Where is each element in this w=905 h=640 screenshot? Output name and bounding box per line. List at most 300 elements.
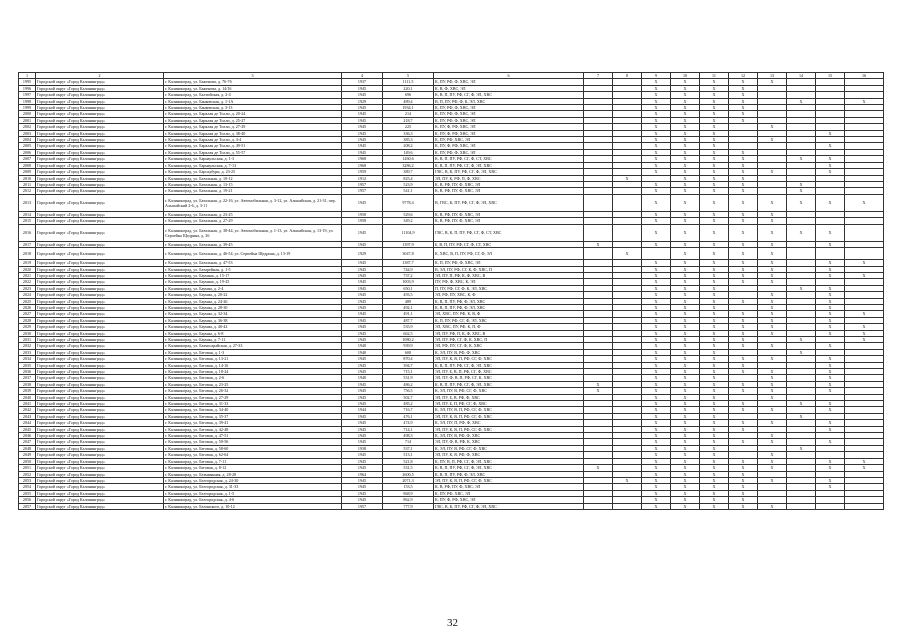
mark-cell-col-11: Х <box>700 445 729 451</box>
cell-work: К, В, П, ПУ, РФ, Ф, ЭЛ, ХВС <box>434 298 584 304</box>
mark-cell-col-10: Х <box>671 343 700 349</box>
cell-work: ЭЛ, ПУ, К, В, П, РФ, СГ, Ф, ХВС <box>434 413 584 419</box>
cell-area: 870,4 <box>383 356 434 362</box>
cell-n: 2037 <box>19 375 36 381</box>
mark-cell-col-11: Х <box>700 311 729 317</box>
mark-cell-col-15: Х <box>816 401 845 407</box>
cell-year: 1944 <box>342 407 383 413</box>
cell-org: Городской округ «Город Калининград» <box>36 188 164 194</box>
mark-cell-col-9: Х <box>642 388 671 394</box>
mark-cell-col-11: Х <box>700 224 729 241</box>
mark-cell-col-11: Х <box>700 181 729 187</box>
mark-cell-col-10: Х <box>671 194 700 211</box>
cell-year: 1945 <box>342 490 383 496</box>
cell-addr: г. Калининград, ул. Барклая де Толли, д. 27-29 <box>164 124 342 130</box>
cell-org: Городской округ «Город Калининград» <box>36 465 164 471</box>
cell-work: К, ЭЛ, ПУ, В, РФ, Ф, ХВС <box>434 349 584 355</box>
cell-area: 149,6 <box>383 149 434 155</box>
cell-year: 1945 <box>342 143 383 149</box>
cell-addr: г. Калининград, ул. Баумана, д. 19-25 <box>164 279 342 285</box>
cell-work: ЭЛ, РФ, ПУ, ХВС, К, Ф <box>434 292 584 298</box>
cell-area: 218,7 <box>383 117 434 123</box>
cell-work: ЭЛ, ПУ, К, В, П, РФ, СГ, Ф, ХВС <box>434 426 584 432</box>
mark-cell-col-7 <box>584 248 613 260</box>
mark-cell-col-12: Х <box>729 401 758 407</box>
mark-cell-col-12: Х <box>729 369 758 375</box>
mark-cell-col-12: Х <box>729 105 758 111</box>
cell-org: Городской округ «Город Калининград» <box>36 92 164 98</box>
page-number: 32 <box>447 617 458 629</box>
cell-work: К, В, Ф, ХВС, ЭЛ <box>434 85 584 91</box>
cell-year: 1929 <box>342 248 383 260</box>
cell-year: 1959 <box>342 169 383 175</box>
mark-cell-col-10: Х <box>671 407 700 413</box>
cell-area: 1080,2 <box>383 336 434 342</box>
mark-cell-col-10: Х <box>671 211 700 217</box>
cell-area: 492,1 <box>383 304 434 310</box>
cell-n: 2033 <box>19 349 36 355</box>
cell-org: Городской округ «Город Калининград» <box>36 452 164 458</box>
mark-cell-col-9: Х <box>642 317 671 323</box>
mark-cell-col-10: Х <box>671 175 700 181</box>
cell-area: 1397,9 <box>383 241 434 247</box>
mark-cell-col-9: Х <box>642 260 671 266</box>
mark-cell-col-13: Х <box>758 343 787 349</box>
cell-year: 1945 <box>342 279 383 285</box>
mark-cell-col-14: Х <box>787 194 816 211</box>
cell-area: 489,4 <box>383 98 434 104</box>
cell-work: К, В, П, ПУ, РФ, СГ, Ф, ЭЛ, ХВС <box>434 465 584 471</box>
mark-cell-col-12: Х <box>729 336 758 342</box>
mark-cell-col-11: Х <box>700 169 729 175</box>
cell-area: 394,7 <box>383 362 434 368</box>
cell-n: 2026 <box>19 304 36 310</box>
mark-cell-col-9: Х <box>642 445 671 451</box>
cell-addr: г. Калининград, ул. Баумана, д. 15-17 <box>164 272 342 278</box>
cell-year: 1968 <box>342 162 383 168</box>
mark-cell-col-11: Х <box>700 336 729 342</box>
mark-cell-col-9: Х <box>642 330 671 336</box>
mark-cell-col-12: Х <box>729 503 758 509</box>
mark-cell-col-10: Х <box>671 317 700 323</box>
cell-area: 208,2 <box>383 143 434 149</box>
table-row <box>19 224 884 241</box>
cell-org: Городской округ «Город Калининград» <box>36 85 164 91</box>
mark-cell-col-11: Х <box>700 272 729 278</box>
cell-addr: г. Калининград, ул. Балтийская, д. 2-4 <box>164 92 342 98</box>
cell-area: 486,2 <box>383 381 434 387</box>
cell-work: ЭЛ, ПУ, Ф, В, РФ, К, ХВС <box>434 439 584 445</box>
mark-cell-col-10: Х <box>671 311 700 317</box>
mark-cell-col-7 <box>584 224 613 241</box>
cell-year: 1945 <box>342 292 383 298</box>
cell-n: 2021 <box>19 272 36 278</box>
mark-cell-col-11: Х <box>700 362 729 368</box>
mark-cell-col-12: Х <box>729 490 758 496</box>
cell-area: 862,9 <box>383 497 434 503</box>
cell-n: 2016 <box>19 224 36 241</box>
cell-year: 1945 <box>342 317 383 323</box>
cell-n: 2008 <box>19 162 36 168</box>
cell-work: К, ЭЛ, ПУ, В, РФ, СГ, Ф, ХВС <box>434 388 584 394</box>
cell-year: 1929 <box>342 98 383 104</box>
cell-area: 491,1 <box>383 311 434 317</box>
cell-year: 1945 <box>342 298 383 304</box>
cell-year: 1940 <box>342 375 383 381</box>
mark-cell-col-12: Х <box>729 260 758 266</box>
cell-work: ЭЛ, ПУ, Б, В, П, РФ, СГ, Ф, ХВС <box>434 369 584 375</box>
mark-cell-col-14: Х <box>787 188 816 194</box>
table-row <box>19 194 884 211</box>
registry-table-sheet <box>18 72 883 510</box>
mark-cell-col-10: Х <box>671 279 700 285</box>
mark-cell-col-10: Х <box>671 241 700 247</box>
cell-n: 2019 <box>19 260 36 266</box>
mark-cell-col-9: Х <box>642 465 671 471</box>
cell-addr: г. Калининград, ул. Белгородская, д. 31-33 <box>164 484 342 490</box>
cell-work: К, В, П, ПУ, РФ, СГ, Ф, СТ, ХВС <box>434 156 584 162</box>
mark-cell-col-12: Х <box>729 497 758 503</box>
column-number-6: 6 <box>434 73 584 79</box>
cell-n: 2024 <box>19 292 36 298</box>
mark-cell-col-15: Х <box>816 375 845 381</box>
mark-cell-col-10: Х <box>671 162 700 168</box>
cell-addr: г. Калининград, ул. Беговая, д. 7-11 <box>164 458 342 464</box>
mark-cell-col-15: Х <box>816 272 845 278</box>
cell-year: 1957 <box>342 188 383 194</box>
mark-cell-col-11: Х <box>700 285 729 291</box>
mark-cell-col-13: Х <box>758 439 787 445</box>
mark-cell-col-10: Х <box>671 356 700 362</box>
cell-org: Городской округ «Город Калининград» <box>36 162 164 168</box>
cell-work: ЭЛ, ПУ, РФ, СГ, Ф, К, ХВС, П <box>434 336 584 342</box>
mark-cell-col-15: Х <box>816 356 845 362</box>
column-number-15: 15 <box>816 73 845 79</box>
mark-cell-col-12: Х <box>729 111 758 117</box>
cell-addr: г. Калининград, ул. Бахчисарайская, д. 27-33 <box>164 343 342 349</box>
cell-work: ЭЛ, ПУ, К, В, РФ, Ф, ХВС <box>434 452 584 458</box>
mark-cell-col-9: Х <box>642 181 671 187</box>
cell-area: 2600,5 <box>383 471 434 477</box>
mark-cell-col-13: Х <box>758 324 787 330</box>
mark-cell-col-13: Х <box>758 272 787 278</box>
mark-cell-col-10: Х <box>671 149 700 155</box>
cell-area: 3047,8 <box>383 248 434 260</box>
cell-n: 2010 <box>19 175 36 181</box>
mark-cell-col-11: Х <box>700 175 729 181</box>
mark-cell-col-10: Х <box>671 349 700 355</box>
mark-cell-col-9 <box>642 248 671 260</box>
cell-org: Городской округ «Город Калининград» <box>36 272 164 278</box>
mark-cell-col-11: Х <box>700 401 729 407</box>
mark-cell-col-12: Х <box>729 311 758 317</box>
mark-cell-col-14: Х <box>787 224 816 241</box>
cell-year: 1940 <box>342 343 383 349</box>
mark-cell-col-12: Х <box>729 426 758 432</box>
cell-area: 502,7 <box>383 394 434 400</box>
cell-work: ЭЛ, ПУ, К, В, П, РФ, СГ, Ф, ХВС <box>434 477 584 483</box>
cell-addr: г. Калининград, ул. Батальная, д. 39-45 <box>164 241 342 247</box>
mark-cell-col-15: Х <box>816 224 845 241</box>
cell-work: К, ПУ, РФ, Ф, ХВС, ЭЛ <box>434 149 584 155</box>
mark-cell-col-10: Х <box>671 445 700 451</box>
cell-work: ЭЛ, ПУ, Ф, В, П, РФ, СГ, К, ХВС <box>434 375 584 381</box>
mark-cell-col-13: Х <box>758 317 787 323</box>
mark-cell-col-15: Х <box>816 241 845 247</box>
mark-cell-col-14: Х <box>787 401 816 407</box>
cell-org: Городской округ «Город Калининград» <box>36 330 164 336</box>
mark-cell-col-15: Х <box>816 362 845 368</box>
mark-cell-col-15 <box>816 248 845 260</box>
mark-cell-col-10: Х <box>671 218 700 224</box>
cell-org: Городской округ «Город Калининград» <box>36 298 164 304</box>
mark-cell-col-10: Х <box>671 477 700 483</box>
cell-addr: г. Калининград, ул. Белинского, д. 10-12 <box>164 503 342 509</box>
cell-work: К, ПУ, Ф, РФ, ХВС, ЭЛ <box>434 497 584 503</box>
mark-cell-col-14 <box>787 248 816 260</box>
mark-cell-col-12: Х <box>729 317 758 323</box>
mark-cell-col-10: Х <box>671 248 700 260</box>
cell-year: 1945 <box>342 330 383 336</box>
mark-cell-col-11: Х <box>700 426 729 432</box>
cell-addr: г. Калининград, ул. Беговая, д. 14-16 <box>164 362 342 368</box>
cell-n: 2052 <box>19 471 36 477</box>
cell-org: Городской округ «Город Калининград» <box>36 137 164 143</box>
cell-addr: г. Калининград, ул. Батальная, д. 47-53 <box>164 260 342 266</box>
cell-addr: г. Калининград, ул. Баженова, д. 76-76 <box>164 79 342 85</box>
cell-area: 531,5 <box>383 465 434 471</box>
mark-cell-col-11: Х <box>700 439 729 445</box>
cell-area: 756,5 <box>383 388 434 394</box>
cell-org: Городской округ «Город Калининград» <box>36 420 164 426</box>
cell-area: 476,1 <box>383 413 434 419</box>
mark-cell-col-16: Х <box>845 98 884 104</box>
mark-cell-col-10: Х <box>671 156 700 162</box>
mark-cell-col-11: Х <box>700 343 729 349</box>
cell-area: 650,1 <box>383 285 434 291</box>
cell-area: 3286,2 <box>383 162 434 168</box>
mark-cell-col-12: Х <box>729 162 758 168</box>
cell-org: Городской округ «Город Калининград» <box>36 304 164 310</box>
mark-cell-col-11: Х <box>700 241 729 247</box>
cell-n: 1996 <box>19 85 36 91</box>
cell-year: 1945 <box>342 484 383 490</box>
cell-work: ПУ, РФ, Ф, ХВС, К, ЭЛ <box>434 279 584 285</box>
cell-area: 1111,5 <box>383 79 434 85</box>
mark-cell-col-12: Х <box>729 477 758 483</box>
cell-org: Городской округ «Город Калининград» <box>36 149 164 155</box>
cell-addr: г. Калининград, ул. Бауман, д. 2-4 <box>164 285 342 291</box>
cell-org: Городской округ «Город Калининград» <box>36 336 164 342</box>
mark-cell-col-10: Х <box>671 490 700 496</box>
mark-cell-col-9: Х <box>642 336 671 342</box>
table-row <box>19 503 884 509</box>
cell-addr: г. Калининград, ул. Беговая, д. 42-48 <box>164 426 342 432</box>
cell-area: 1260,6 <box>383 156 434 162</box>
cell-work: К, В, П, ПУ, РФ, СГ, Ф, ЭЛ, ХВС <box>434 362 584 368</box>
cell-org: Городской округ «Город Калининград» <box>36 343 164 349</box>
mark-cell-col-9: Х <box>642 137 671 143</box>
cell-year: 1945 <box>342 285 383 291</box>
cell-year: 1940 <box>342 349 383 355</box>
cell-addr: г. Калининград, ул. Беговая, д. 50-56 <box>164 439 342 445</box>
mark-cell-col-8: Х <box>613 477 642 483</box>
mark-cell-col-12: Х <box>729 169 758 175</box>
mark-cell-col-10: Х <box>671 266 700 272</box>
column-number-1: 1 <box>19 73 36 79</box>
cell-org: Городской округ «Город Калининград» <box>36 362 164 368</box>
cell-n: 2011 <box>19 181 36 187</box>
cell-org: Городской округ «Город Калининград» <box>36 477 164 483</box>
cell-org: Городской округ «Город Калининград» <box>36 117 164 123</box>
mark-cell-col-12: Х <box>729 298 758 304</box>
cell-addr: г. Калининград, ул. Барнаульская, д. 7-13 <box>164 162 342 168</box>
cell-n: 2017 <box>19 241 36 247</box>
cell-area: 225 <box>383 124 434 130</box>
mark-cell-col-9: Х <box>642 241 671 247</box>
cell-org: Городской округ «Город Калининград» <box>36 130 164 136</box>
cell-year: 1945 <box>342 311 383 317</box>
mark-cell-col-9: Х <box>642 156 671 162</box>
cell-work: ЭЛ, ХВС, ПУ, РФ, К, В, Ф <box>434 311 584 317</box>
mark-cell-col-11: Х <box>700 369 729 375</box>
mark-cell-col-10: Х <box>671 272 700 278</box>
cell-year: 1945 <box>342 111 383 117</box>
mark-cell-col-12: Х <box>729 241 758 247</box>
cell-n: 2027 <box>19 311 36 317</box>
mark-cell-col-11: Х <box>700 298 729 304</box>
mark-cell-col-11: Х <box>700 452 729 458</box>
mark-cell-col-10: Х <box>671 465 700 471</box>
cell-org: Городской округ «Город Калининград» <box>36 490 164 496</box>
mark-cell-col-11: Х <box>700 375 729 381</box>
cell-addr: г. Калининград, ул. Банковская, д. 3-13 <box>164 105 342 111</box>
mark-cell-col-11: Х <box>700 324 729 330</box>
cell-area: 153,5 <box>383 484 434 490</box>
mark-cell-col-16: Х <box>845 458 884 464</box>
mark-cell-col-13: Х <box>758 407 787 413</box>
cell-org: Городской округ «Город Калининград» <box>36 194 164 211</box>
cell-n: 2030 <box>19 330 36 336</box>
mark-cell-col-13: Х <box>758 224 787 241</box>
cell-n: 2022 <box>19 279 36 285</box>
mark-cell-col-13: Х <box>758 465 787 471</box>
mark-cell-col-13: Х <box>758 356 787 362</box>
cell-org: Городской округ «Город Калининград» <box>36 311 164 317</box>
mark-cell-col-13: Х <box>758 124 787 130</box>
mark-cell-col-13: Х <box>758 420 787 426</box>
cell-year: 1945 <box>342 362 383 368</box>
cell-n: 2013 <box>19 194 36 211</box>
mark-cell-col-9: Х <box>642 194 671 211</box>
cell-work: К, ЭЛ, ПУ, В, РФ, Ф, ХВС <box>434 433 584 439</box>
mark-cell-col-11: Х <box>700 188 729 194</box>
cell-org: Городской округ «Город Калининград» <box>36 79 164 85</box>
cell-addr: г. Калининград, ул. Беговая, д. 1-3 <box>164 349 342 355</box>
cell-work: К, ПУ, Ф, РФ, ХВС, ЭЛ <box>434 130 584 136</box>
mark-cell-col-12: Х <box>729 98 758 104</box>
mark-cell-col-11: Х <box>700 98 729 104</box>
column-number-16: 16 <box>845 73 884 79</box>
mark-cell-col-11: Х <box>700 490 729 496</box>
mark-cell-col-10: Х <box>671 394 700 400</box>
mark-cell-col-15: Х <box>816 369 845 375</box>
mark-cell-col-9: Х <box>642 92 671 98</box>
mark-cell-col-15: Х <box>816 330 845 336</box>
mark-cell-col-11: Х <box>700 433 729 439</box>
mark-cell-col-14: Х <box>787 181 816 187</box>
mark-cell-col-16: Х <box>845 311 884 317</box>
cell-year: 1945 <box>342 413 383 419</box>
mark-cell-col-9: Х <box>642 266 671 272</box>
cell-n: 1997 <box>19 92 36 98</box>
mark-cell-col-10: Х <box>671 92 700 98</box>
mark-cell-col-15: Х <box>816 169 845 175</box>
column-number-5: 5 <box>383 73 434 79</box>
cell-year: 1945 <box>342 458 383 464</box>
mark-cell-col-13: Х <box>758 311 787 317</box>
mark-cell-col-15: Х <box>816 143 845 149</box>
cell-year: 1912 <box>342 175 383 181</box>
cell-work: К, В, П, ПУ, РФ, СГ, Ф, ЭЛ, ХВС <box>434 92 584 98</box>
cell-work: К, П, ПУ, РФ, Ф, ХВС, ЭЛ <box>434 260 584 266</box>
mark-cell-col-11: Х <box>700 260 729 266</box>
mark-cell-col-11: Х <box>700 218 729 224</box>
column-number-3: 3 <box>164 73 342 79</box>
mark-cell-col-15: Х <box>816 407 845 413</box>
mark-cell-col-12: Х <box>729 149 758 155</box>
cell-n: 2057 <box>19 503 36 509</box>
cell-area: 474,9 <box>383 420 434 426</box>
mark-cell-col-13: Х <box>758 388 787 394</box>
registry-table <box>18 72 884 510</box>
mark-cell-col-9: Х <box>642 356 671 362</box>
cell-area: 1003,9 <box>383 279 434 285</box>
mark-cell-col-13: Х <box>758 260 787 266</box>
cell-n: 2040 <box>19 394 36 400</box>
cell-n: 2032 <box>19 343 36 349</box>
cell-addr: г. Калининград, ул. Бауман, д. 7-11 <box>164 336 342 342</box>
mark-cell-col-10: Х <box>671 336 700 342</box>
column-number-10: 10 <box>671 73 700 79</box>
cell-work: К, ПУ, Ф, РФ, ХВС, ЭЛ <box>434 143 584 149</box>
mark-cell-col-11: Х <box>700 477 729 483</box>
table-body <box>19 79 884 510</box>
mark-cell-col-7: Х <box>584 388 613 394</box>
mark-cell-col-15: Х <box>816 156 845 162</box>
mark-cell-col-13: Х <box>758 248 787 260</box>
mark-cell-col-15: Х <box>816 311 845 317</box>
cell-addr: г. Калининград, ул. Батальная, д. 46-54, ул. Серпейна Щедрина, д. 13-19 <box>164 248 342 260</box>
mark-cell-col-11: Х <box>700 292 729 298</box>
cell-year: 1945 <box>342 105 383 111</box>
mark-cell-col-15: Х <box>816 465 845 471</box>
mark-cell-col-15: Х <box>816 285 845 291</box>
mark-cell-col-12: Х <box>729 471 758 477</box>
cell-addr: г. Калининград, ул. Бауман, д. 20-22 <box>164 292 342 298</box>
mark-cell-col-12: Х <box>729 458 758 464</box>
cell-year: 1945 <box>342 304 383 310</box>
mark-cell-col-9: Х <box>642 349 671 355</box>
mark-cell-col-13: Х <box>758 137 787 143</box>
mark-cell-col-12: Х <box>729 175 758 181</box>
cell-year: 1945 <box>342 477 383 483</box>
cell-addr: г. Калининград, ул. Батальная, д. 38-44, ул. Автомобильная, д. 1-13, ул. Альшайская, д. 13-19, ул. Серпейна Щедрина, д. 26 <box>164 224 342 241</box>
cell-work: ЭЛ, ПУ, Б, П, РФ, СГ, Ф, ХВС <box>434 401 584 407</box>
cell-org: Городской округ «Город Калининград» <box>36 394 164 400</box>
mark-cell-col-12: Х <box>729 79 758 85</box>
mark-cell-col-13: Х <box>758 169 787 175</box>
